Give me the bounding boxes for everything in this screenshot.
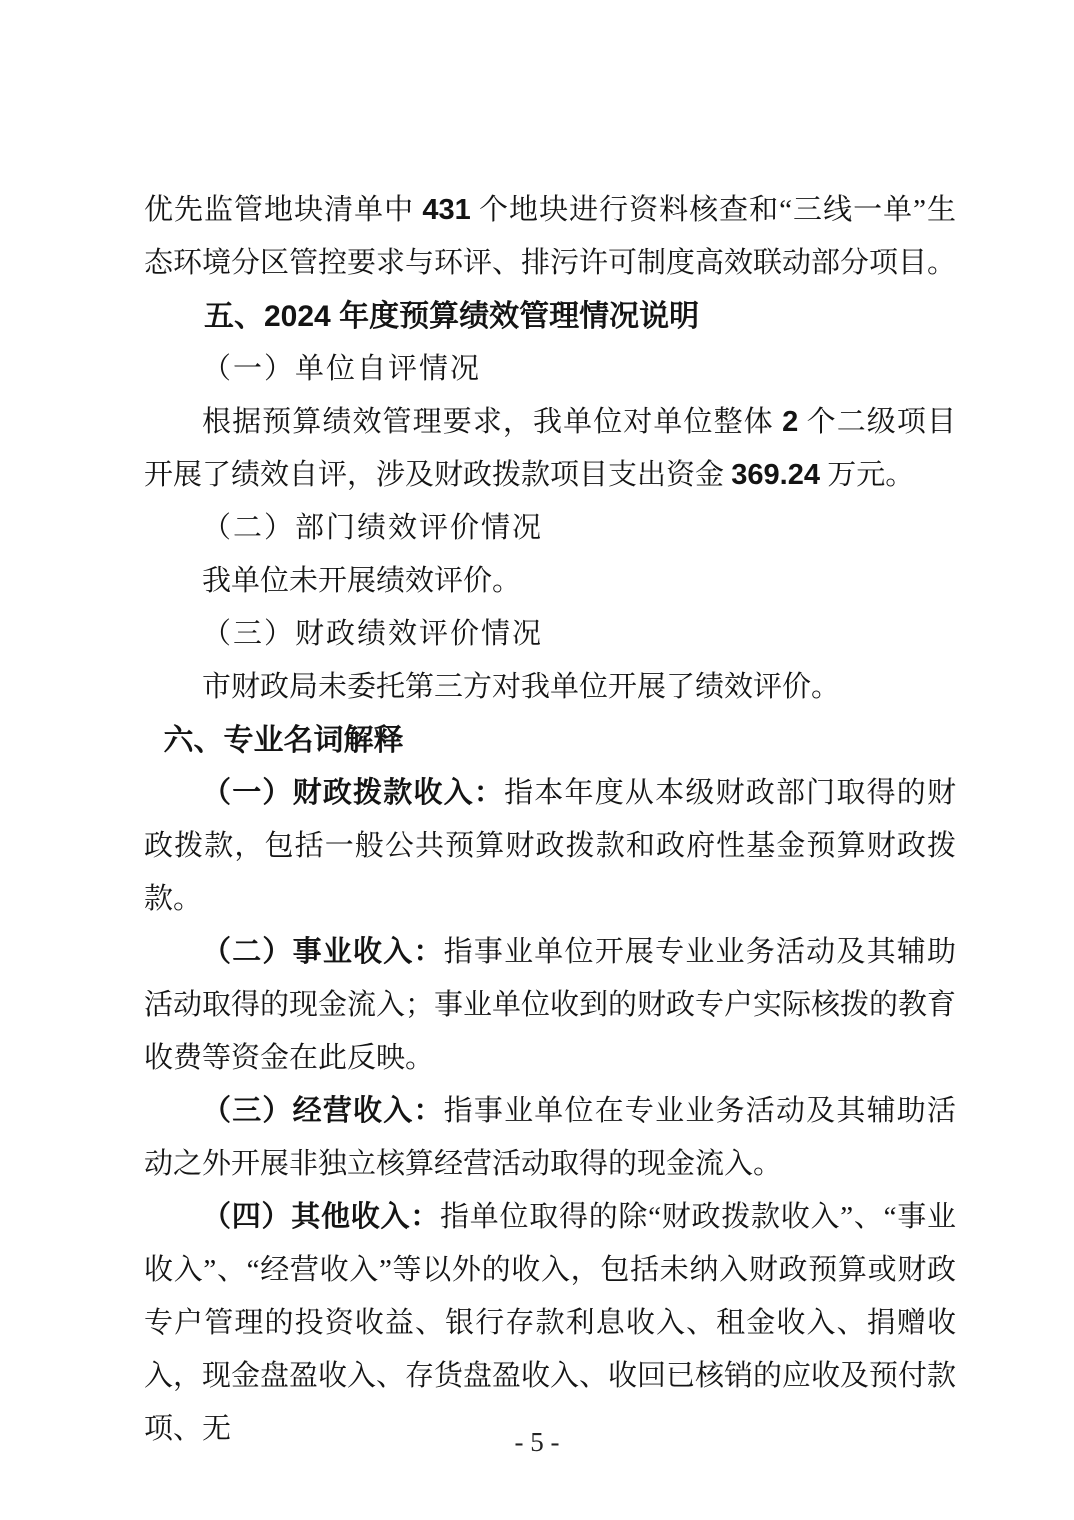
section5-sub2-heading: （二）部门绩效评价情况	[202, 512, 544, 544]
term-paragraph-fiscal-appropriation-income	[144, 767, 956, 926]
term-definition: 指单位取得的除“财政拨款收入”、“事业收入”、“经营收入”等以外的收入，包括未纳入财政预算或财政专户管理的投资收益、银行存款利息收入、租金收入、捐赠收入，现金盘盈收入、存货盘盈收入、收回已核销的应收及预付款项、无	[144, 1201, 957, 1445]
term-label: （四）其他收入：	[202, 1201, 440, 1233]
section5-sub1-heading: （一）单位自评情况	[202, 353, 482, 385]
number-2: 2	[782, 406, 799, 438]
section5-sub3-heading: （三）财政绩效评价情况	[202, 618, 544, 650]
term-definition: 指事业单位在专业业务活动及其辅助活动之外开展非独立核算经营活动取得的现金流入。	[144, 1095, 956, 1180]
text-run: 根据预算绩效管理要求，我单位对单位整体	[202, 406, 783, 438]
page-number: - 5 -	[514, 1427, 560, 1457]
number-431: 431	[422, 194, 471, 226]
text-run: 个地块进行资料核查和“三线一单”生态环境分区管控要求与环评、排污许可制度高效联动部分项目。	[144, 194, 957, 279]
carryover-paragraph	[144, 184, 956, 290]
document-content	[144, 184, 956, 1456]
section5-heading: 五、2024 年度预算绩效管理情况说明	[204, 300, 700, 333]
number-369-24: 369.24	[731, 459, 820, 491]
text-run: 万元。	[819, 459, 915, 491]
term-label: （一）财政拨款收入：	[202, 777, 505, 809]
term-definition: 指本年度从本级财政部门取得的财政拨款，包括一般公共预算财政拨款和政府性基金预算财政拨款。	[144, 777, 956, 915]
term-definition: 指事业单位开展专业业务活动及其辅助活动取得的现金流入；事业单位收到的财政专户实际核拨的教育收费等资金在此反映。	[144, 936, 957, 1074]
section6-heading: 六、专业名词解释	[163, 724, 404, 757]
term-label: （二）事业收入：	[202, 936, 444, 968]
term-label: （三）经营收入：	[202, 1095, 444, 1127]
term-paragraph-operating-income-public	[144, 926, 956, 1085]
section5-sub2-paragraph: 我单位未开展绩效评价。	[202, 565, 522, 597]
text-run: 优先监管地块清单中	[144, 194, 423, 226]
term-paragraph-other-income	[144, 1191, 956, 1456]
section5-sub3-paragraph: 市财政局未委托第三方对我单位开展了绩效评价。	[202, 671, 841, 703]
text-run: 个二级项目开展了绩效自评，涉及财政拨款项目支出资金	[144, 406, 956, 491]
term-paragraph-business-income	[144, 1085, 956, 1191]
section5-sub1-paragraph	[144, 396, 956, 502]
